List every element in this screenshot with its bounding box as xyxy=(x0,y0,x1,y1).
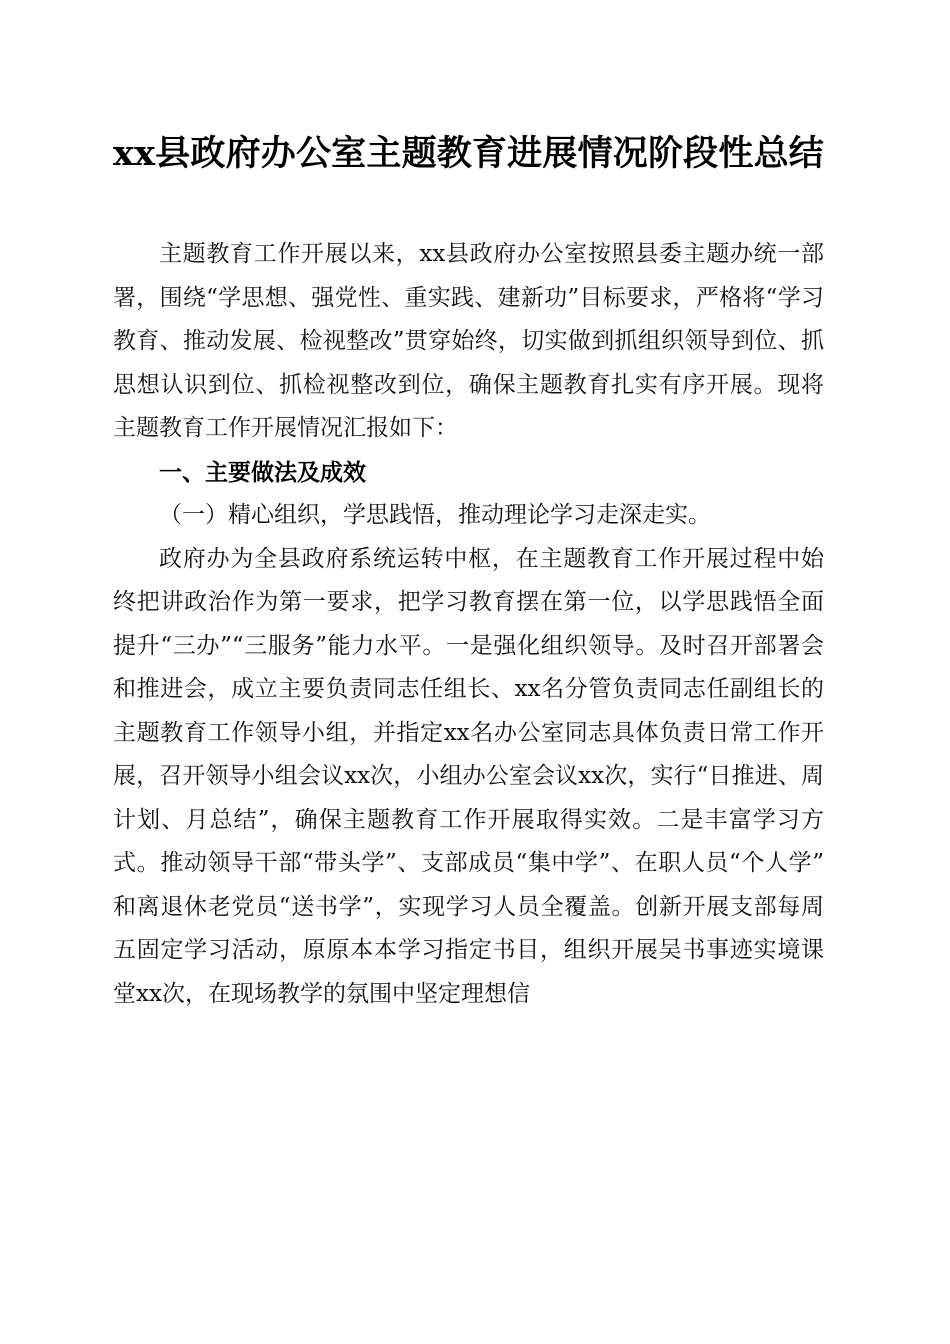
page-title: xx县政府办公室主题教育进展情况阶段性总结 xyxy=(113,133,824,174)
section-heading-one: 一、主要做法及成效 xyxy=(159,458,366,485)
intro-paragraph: 主题教育工作开展以来，xx县政府办公室按照县委主题办统一部署，围绕“学思想、强党性、重实践、建新功”目标要求，严格将“学习教育、推动发展、检视整改”贯穿始终，切实做到抓组织领导到位、抓思想认识到位、抓检视整改到位，确保主题教育扎实有序开展。现将主题教育工作开展情况汇报如下： xyxy=(113,241,824,441)
title-spacer xyxy=(113,181,824,233)
subsection-heading-one-a: （一）精心组织，学思践悟，推动理论学习走深走实。 xyxy=(159,502,711,528)
document-body xyxy=(113,0,824,1016)
subsection-one-a-body: 政府办为全县政府系统运转中枢，在主题教育工作开展过程中始终把讲政治作为第一要求，把学习教育摆在第一位，以学思践悟全面提升“三办”“三服务”能力水平。一是强化组织领导。及时召开部署会和推进会，成立主要负责同志任组长、xx名分管负责同志任副组长的主题教育工作领导小组，并指定xx名办公室同志具体负责日常工作开展，召开领导小组会议xx次，小组办公室会议xx次，实行“日推进、周计划、月总结”，确保主题教育工作开展取得实效。二是丰富学习方式。推动领导干部“带头学”、支部成员“集中学”、在职人员“个人学”和离退休老党员“送书学”，实现学习人员全覆盖。创新开展支部每周五固定学习活动，原原本本学习指定书目，组织开展吴书事迹实境课堂xx次，在现场教学的氛围中坚定理想信 xyxy=(113,545,824,1007)
